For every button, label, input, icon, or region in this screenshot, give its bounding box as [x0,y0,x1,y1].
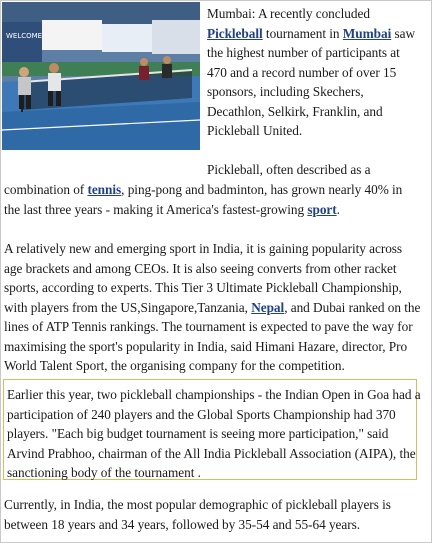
text-line: lines of ATP Tennis rankings. The tournament is expected to pave the way for [4,319,413,334]
link-sport[interactable]: sport [307,201,337,217]
paragraph-growth-first-line [207,160,370,180]
text-line: Mumbai: A recently concluded [207,6,370,21]
paragraph-india-popularity [4,239,420,376]
text-line: sanctioning body of the tournament . [7,465,201,480]
text-line: the last three years - making it America's fastest-growing sport. [4,201,340,217]
tournament-photo-illustration [2,2,200,150]
paragraph-demographics [4,495,391,534]
paragraph-intro [207,4,415,141]
text-line: participation of 240 players and the Global Sports Championship had 370 [7,406,396,422]
text-line: A relatively new and emerging sport in India, it is gaining popularity across [4,241,403,256]
paragraph-championships [7,385,421,483]
paragraph-growth [4,180,402,219]
text-line: Currently, in India, the most popular demographic of pickleball players is [4,497,391,512]
link-nepal[interactable]: Nepal [251,299,285,315]
text-line: Decathlon, Selkirk, Franklin, and [207,103,383,119]
text-line: Pickleball, often described as a [207,162,371,177]
text-line: sports, according to experts. This Tier 3 Ultimate Pickleball Championship, [4,280,402,295]
text-line: between 18 years and 34 years, followed by 35-54 and 55-64 years. [4,516,361,532]
text-line: World Talent Sport, the organising company for the competition. [4,358,345,373]
text-line: players. "Each big budget tournament is seeing more participation," said [7,426,389,441]
text-line: combination of tennis, ping-pong and badminton, has grown nearly 40% in [4,182,403,197]
text-line: with players from the US,Singapore,Tanzania, Nepal, and Dubai ranked on the [4,299,421,315]
link-pickleball[interactable]: Pickleball [207,25,263,41]
text-line: Arvind Prabhoo, chairman of the All India Pickleball Association (AIPA), the [7,445,416,461]
link-mumbai[interactable]: Mumbai [342,25,392,41]
tournament-photo [2,2,200,150]
link-tennis[interactable]: tennis [87,182,122,197]
text-line: age brackets and among CEOs. It is also seeing converts from other racket [4,260,397,276]
welcome-banner: WELCOME [6,32,43,40]
text-line: sponsors, including Skechers, [207,84,364,99]
text-line: 470 and a record number of over 15 [207,64,397,80]
text-line: the highest number of participants at [207,45,400,60]
text-line: Earlier this year, two pickleball championships - the Indian Open in Goa had a [7,387,421,402]
text-line: Pickleball United. [207,123,303,138]
text-line: maximising the sport's popularity in India, said Himani Hazare, director, Pro [4,338,408,354]
text-line: Pickleball tournament in Mumbai saw [207,25,416,41]
